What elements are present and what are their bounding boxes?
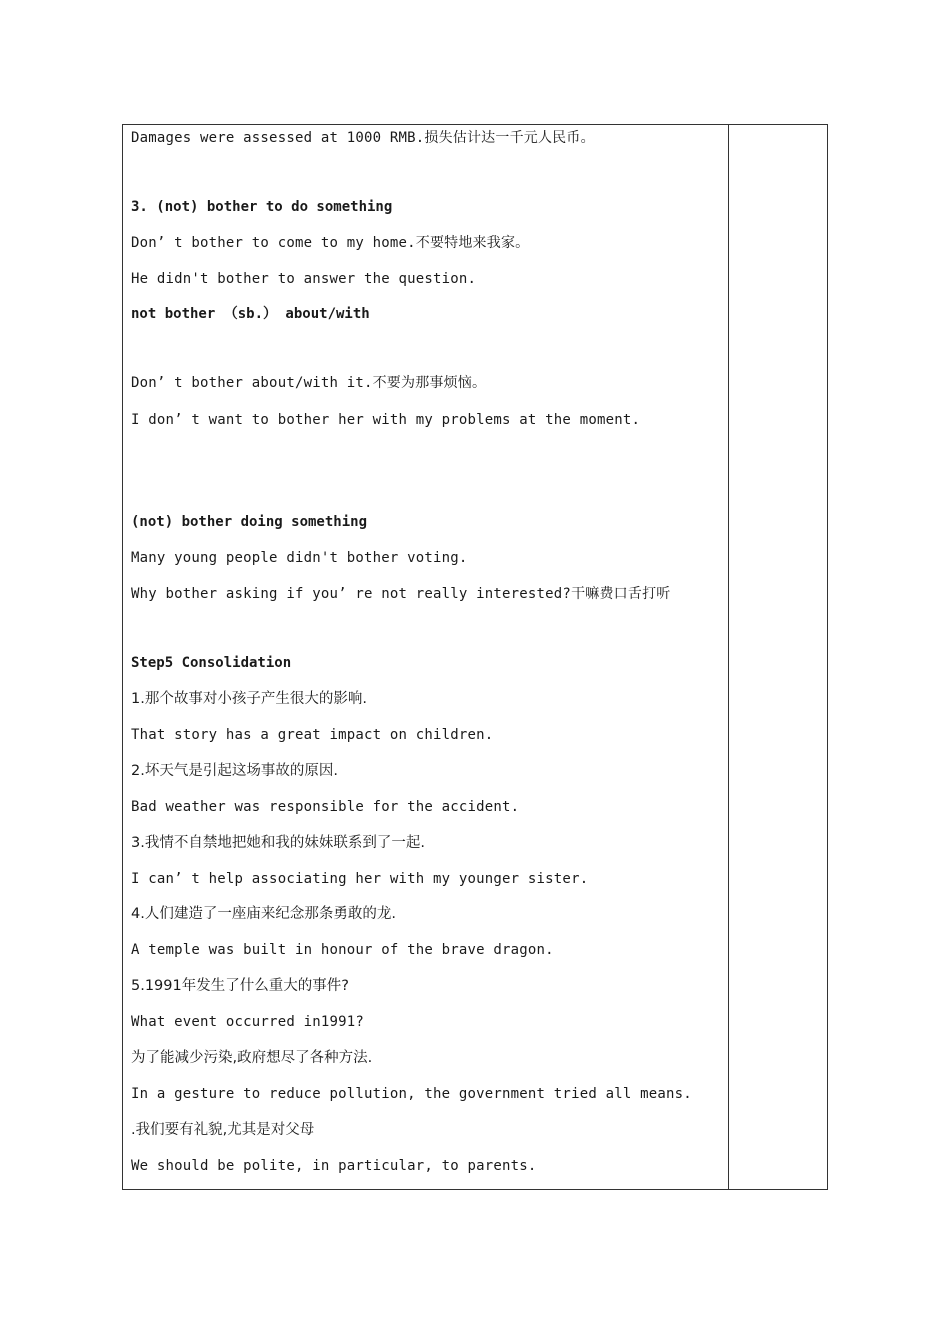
text-line-didnt-bother-answer: He didn't bother to answer the question.	[131, 271, 477, 287]
heading-not-bother-about: not bother （sb.） about/with	[131, 306, 370, 322]
exercise-5-en: What event occurred in1991?	[131, 1014, 364, 1030]
exercise-1-cn: 1.那个故事对小孩子产生很大的影响.	[131, 691, 367, 707]
text-line-damages: Damages were assessed at 1000 RMB.损失估计达一千元人民币。	[131, 130, 595, 146]
text-line-bother-her: I don’ t want to bother her with my problems at the moment.	[131, 412, 641, 428]
exercise-4-en: A temple was built in honour of the brave dragon.	[131, 942, 554, 958]
table-column-divider	[728, 124, 729, 1190]
text-line-dont-bother-about: Don’ t bother about/with it.不要为那事烦恼。	[131, 375, 487, 391]
exercise-2-en: Bad weather was responsible for the accident.	[131, 799, 520, 815]
text-line-voting: Many young people didn't bother voting.	[131, 550, 468, 566]
exercise-7-cn: .我们要有礼貌,尤其是对父母	[131, 1122, 315, 1138]
exercise-5-cn: 5.1991年发生了什么重大的事件?	[131, 978, 349, 994]
exercise-3-cn: 3.我情不自禁地把她和我的妹妹联系到了一起.	[131, 835, 425, 851]
exercise-4-cn: 4.人们建造了一座庙来纪念那条勇敢的龙.	[131, 906, 396, 922]
exercise-7-en: We should be polite, in particular, to parents.	[131, 1158, 537, 1174]
heading-bother-to-do: 3. (not) bother to do something	[131, 199, 393, 215]
text-line-why-bother: Why bother asking if you’ re not really interested?干嘛费口舌打听	[131, 586, 671, 602]
exercise-1-en: That story has a great impact on children.	[131, 727, 494, 743]
text-line-dont-bother-come: Don’ t bother to come to my home.不要特地来我家。	[131, 235, 530, 251]
exercise-3-en: I can’ t help associating her with my younger sister.	[131, 871, 589, 887]
exercise-2-cn: 2.坏天气是引起这场事故的原因.	[131, 763, 338, 779]
exercise-6-en: In a gesture to reduce pollution, the government tried all means.	[131, 1086, 692, 1102]
heading-bother-doing: (not) bother doing something	[131, 514, 368, 530]
heading-step5: Step5 Consolidation	[131, 655, 292, 671]
exercise-6-cn: 为了能减少污染,政府想尽了各种方法.	[131, 1050, 373, 1066]
